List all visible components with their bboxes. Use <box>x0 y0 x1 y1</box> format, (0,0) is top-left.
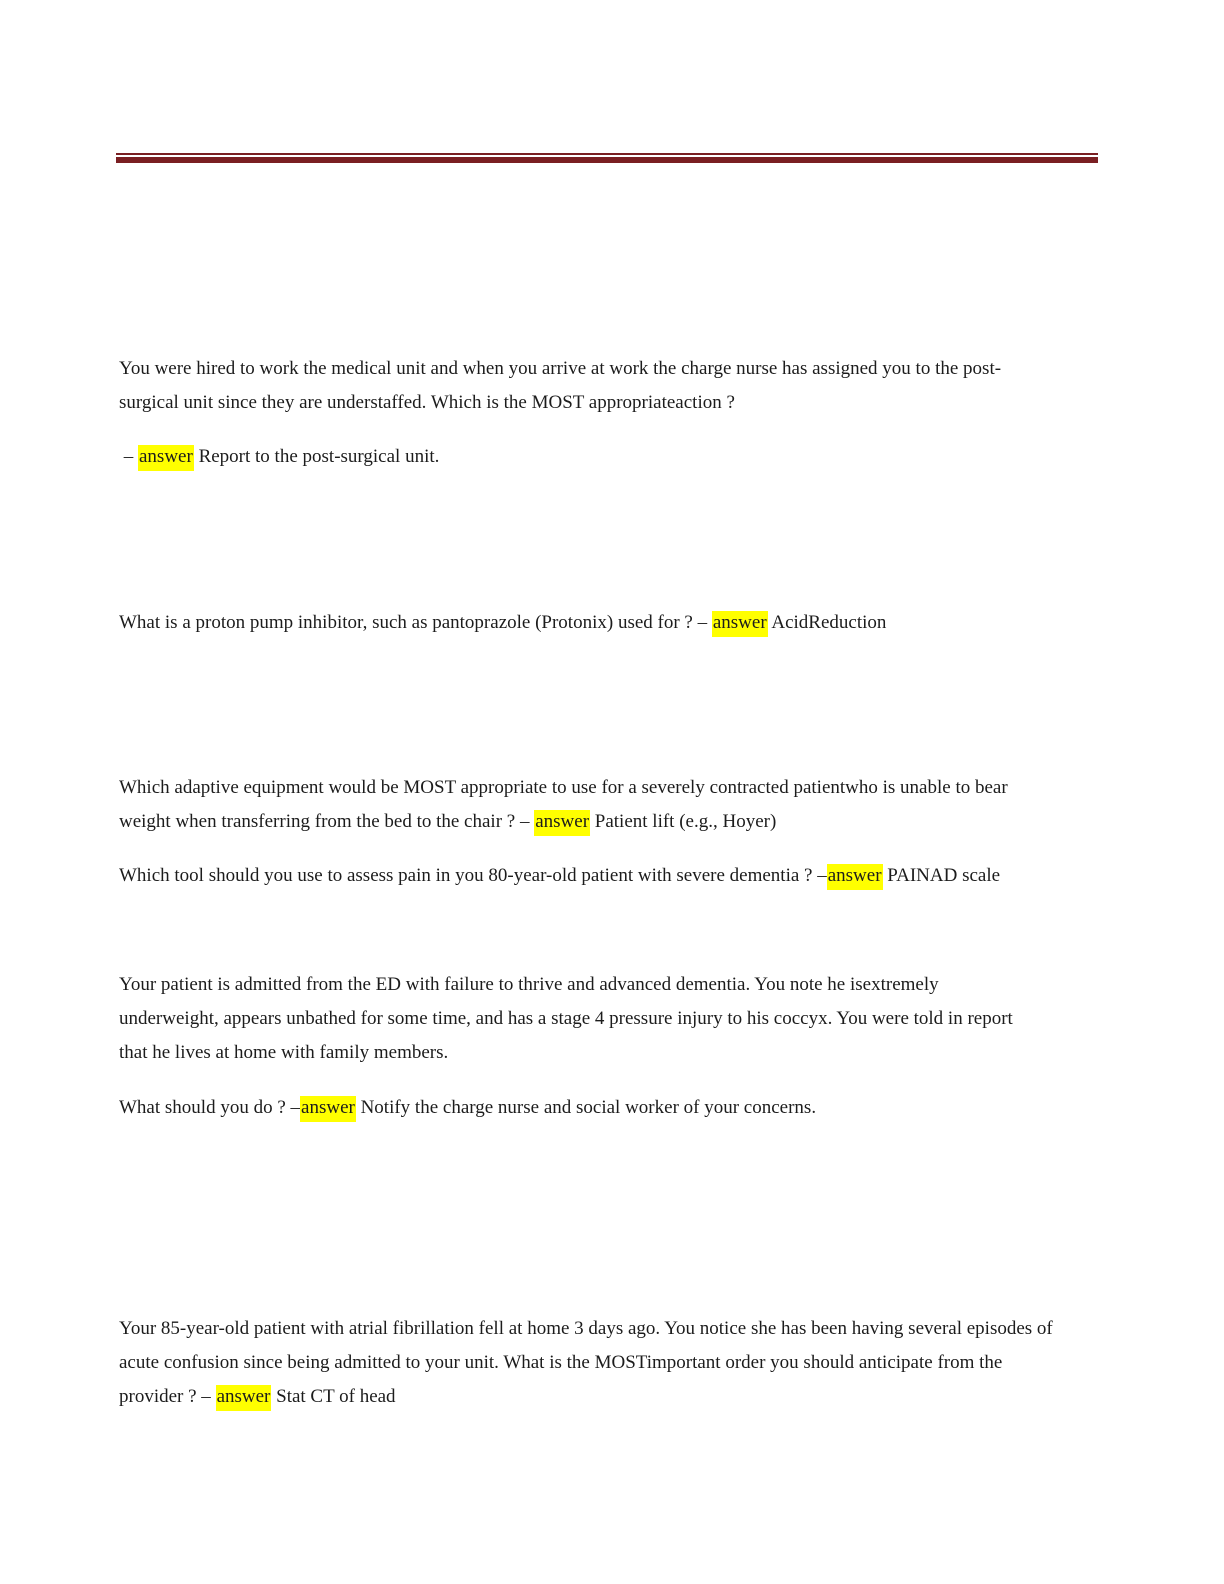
answer-highlight: answer <box>138 445 194 471</box>
answer-1: – answer Report to the post-surgical unit. <box>119 440 1109 474</box>
header-rule-thick-line <box>116 157 1098 163</box>
question-3-text: Which adaptive equipment would be MOST appropriate to use for a severely contracted patientwho is unable to bear weight when transferring from the bed to the chair ? – answer Patient lift (e.g., Hoyer) <box>119 771 1109 839</box>
question-5-text: Your patient is admitted from the ED with failure to thrive and advanced dementia. You note he isextremely underweight, appears unbathed for some time, and has a stage 4 pressure injury to his coccyx. You were told in report that he lives at home with family members. <box>119 974 1013 1063</box>
answer-text: PAINAD scale <box>882 865 1001 886</box>
answer-highlight: answer <box>216 1385 272 1411</box>
answer-text: Notify the charge nurse and social worker of your concerns. <box>355 1097 817 1118</box>
question-5-prompt: What should you do ? –answer Notify the charge nurse and social worker of your concerns. <box>119 1091 1109 1125</box>
header-rule <box>116 153 1098 163</box>
question-4-text: Which tool should you use to assess pain in you 80-year-old patient with severe dementia ? –answer PAINAD scale <box>119 859 1109 893</box>
answer-text: Stat CT of head <box>271 1386 396 1407</box>
answer-text: AcidReduction <box>767 612 887 633</box>
answer-highlight: answer <box>712 611 768 637</box>
header-rule-thin-line <box>116 153 1098 155</box>
answer-highlight: answer <box>827 864 883 890</box>
answer-highlight: answer <box>300 1096 356 1122</box>
question-2-text: What is a proton pump inhibitor, such as pantoprazole (Protonix) used for ? – answer AcidReduction <box>119 606 1109 640</box>
answer-text: Report to the post-surgical unit. <box>193 446 440 467</box>
question-6-text: Your 85-year-old patient with atrial fibrillation fell at home 3 days ago. You notice she has been having several episodes of acute confusion since being admitted to your unit. What is the MOSTimportant order you should anticipate from the provider ? – answer Stat CT of head <box>119 1312 1109 1414</box>
question-1-text: You were hired to work the medical unit and when you arrive at work the charge nurse has assigned you to the post- surgical unit since they are understaffed. Which is the MOST appropriateaction ? <box>119 358 1002 413</box>
answer-text: Patient lift (e.g., Hoyer) <box>590 811 777 832</box>
answer-highlight: answer <box>534 810 590 836</box>
